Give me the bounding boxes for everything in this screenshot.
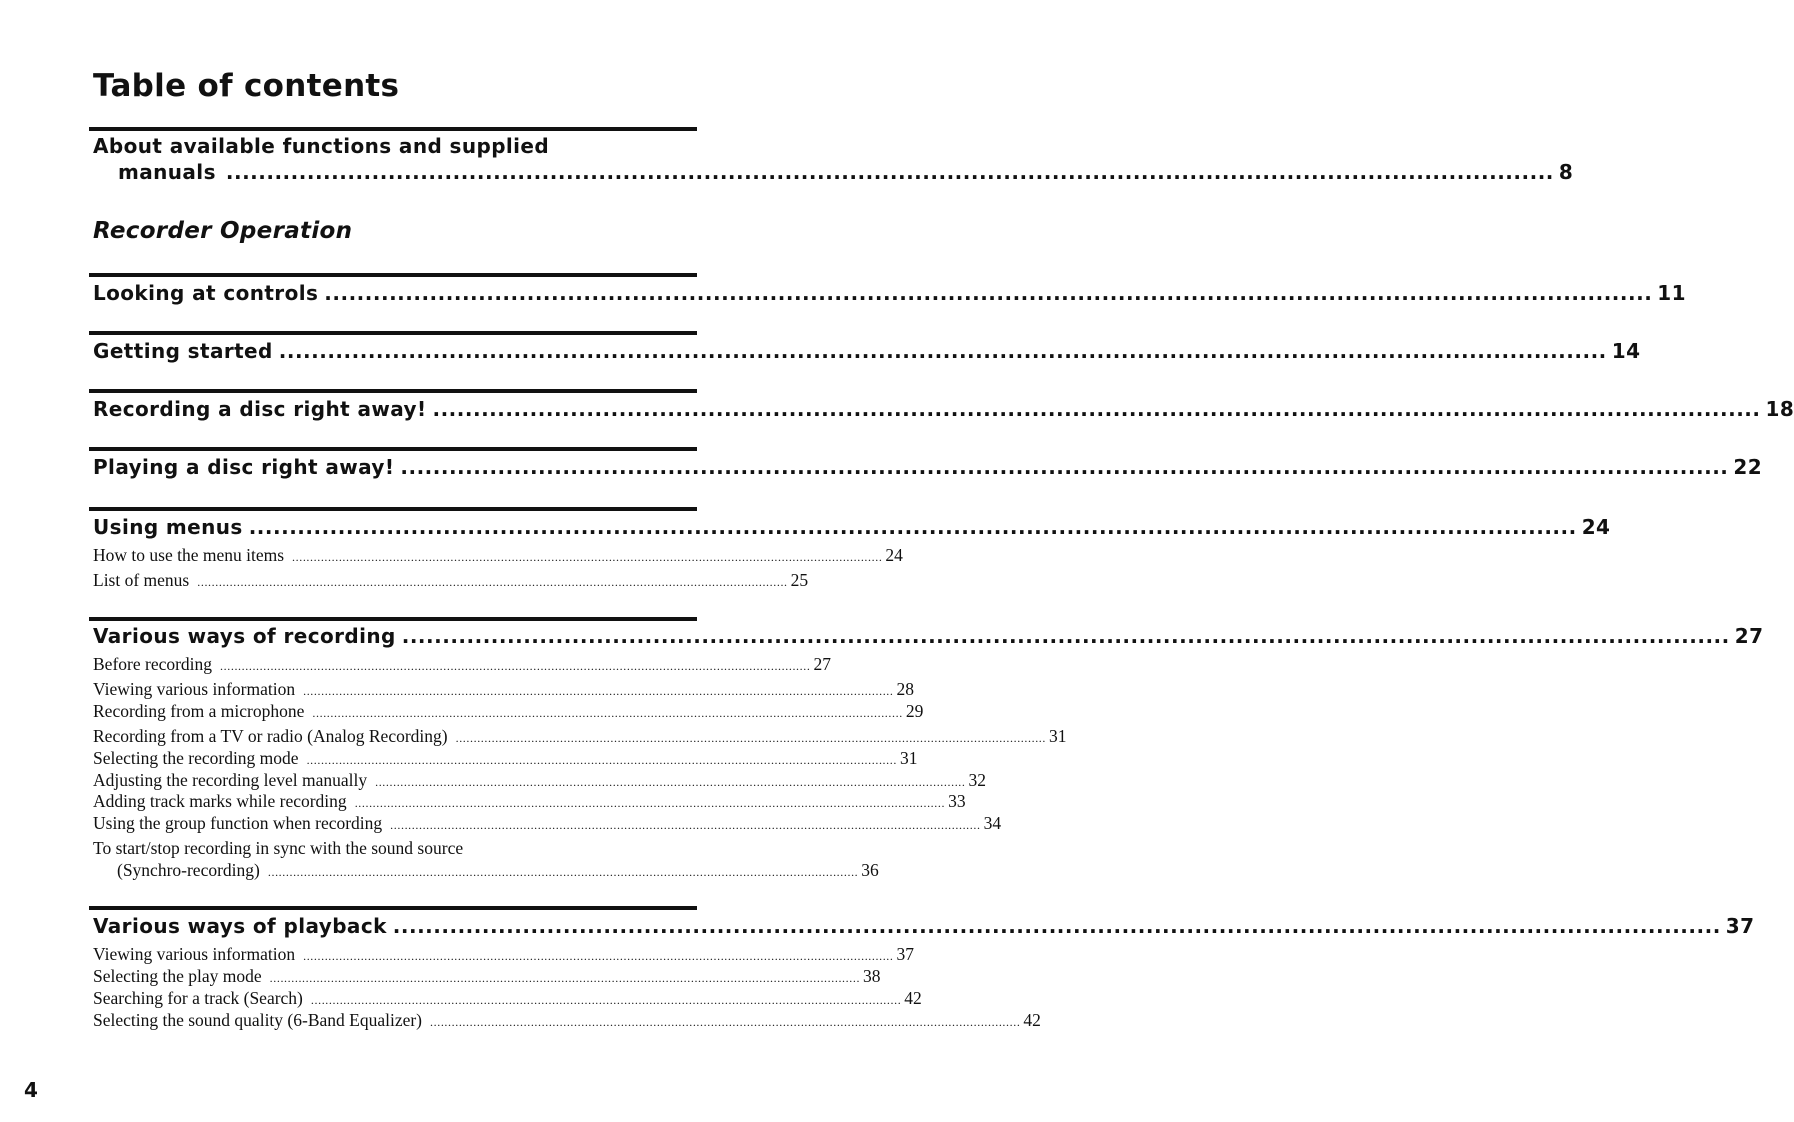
toc-item-page: 25	[790, 570, 809, 590]
toc-item-page: 28	[896, 679, 915, 699]
dot-leader: ....................................................................................................................................................................	[292, 550, 883, 564]
toc-item[interactable]	[93, 570, 809, 591]
toc-item-label: Adjusting the recording level manually	[93, 770, 368, 790]
dot-leader: ....................................................................................................................................................................	[197, 575, 788, 589]
toc-entry-label-cont: manuals	[118, 160, 216, 184]
toc-item-label: How to use the menu items	[93, 545, 285, 565]
toc-item[interactable]	[93, 966, 881, 987]
dot-leader: ....................................................................................................................................................................	[220, 659, 811, 673]
toc-chapter-label: Various ways of recording	[93, 624, 396, 648]
toc-item-page: 42	[1023, 1010, 1041, 1030]
toc-item[interactable]	[93, 813, 1002, 834]
section-rule	[89, 617, 697, 621]
toc-chapter-label: Looking at controls	[93, 281, 319, 305]
toc-chapter-label: Playing a disc right away!	[93, 455, 395, 479]
toc-chapter-label: Various ways of playback	[93, 914, 387, 938]
toc-item[interactable]	[93, 748, 918, 769]
toc-chapter-various-playback[interactable]	[93, 914, 1755, 938]
dot-leader: ....................................................................................................................................................................	[267, 865, 859, 879]
dot-leader: ....................................................................................................................................................................	[432, 397, 1761, 421]
toc-item[interactable]	[93, 654, 831, 675]
toc-item-page: 36	[861, 860, 879, 880]
toc-chapter-looking-at-controls[interactable]	[93, 281, 1686, 305]
dot-leader: ....................................................................................................................................................................	[248, 515, 1577, 539]
dot-leader: ....................................................................................................................................................................	[401, 624, 1730, 648]
toc-item-label: Adding track marks while recording	[93, 791, 347, 811]
page-number: 4	[24, 1078, 38, 1102]
toc-item-label: Recording from a microphone	[93, 701, 305, 721]
toc-item[interactable]	[93, 1010, 1041, 1031]
toc-item-page: 29	[905, 701, 924, 721]
toc-chapter-page: 22	[1733, 455, 1763, 479]
toc-chapter-getting-started[interactable]	[93, 339, 1641, 363]
toc-item-synchro[interactable]	[93, 838, 879, 881]
toc-item-page: 42	[904, 988, 922, 1008]
toc-chapter-page: 18	[1765, 397, 1794, 421]
toc-item-label: List of menus	[93, 570, 190, 590]
toc-entry-page: 8	[1558, 160, 1574, 184]
page-title: Table of contents	[93, 68, 400, 104]
toc-item-page: 32	[968, 770, 987, 790]
dot-leader: ....................................................................................................................................................................	[455, 731, 1047, 745]
toc-item-label: Viewing various information	[93, 679, 296, 699]
dot-leader: ....................................................................................................................................................................	[430, 1015, 1021, 1029]
section-rule	[89, 273, 697, 277]
dot-leader: ....................................................................................................................................................................	[390, 818, 981, 832]
section-rule	[89, 331, 697, 335]
toc-item-label: Selecting the sound quality (6-Band Equalizer)	[93, 1010, 423, 1030]
section-rule	[89, 389, 697, 393]
toc-item-page: 27	[813, 654, 831, 674]
toc-chapter-label: Using menus	[93, 515, 243, 539]
dot-leader: ....................................................................................................................................................................	[225, 160, 1554, 184]
toc-chapter-label: Getting started	[93, 339, 273, 363]
dot-leader: ....................................................................................................................................................................	[278, 339, 1607, 363]
dot-leader: ....................................................................................................................................................................	[269, 971, 861, 985]
toc-item-label: Selecting the recording mode	[93, 748, 299, 768]
toc-chapter-various-recording[interactable]	[93, 624, 1764, 648]
dot-leader: ....................................................................................................................................................................	[303, 949, 894, 963]
toc-item-page: 33	[948, 791, 966, 811]
toc-item-page: 37	[896, 944, 915, 964]
toc-item[interactable]	[93, 944, 915, 965]
toc-item[interactable]	[93, 791, 966, 812]
toc-entry-label: About available functions and supplied	[93, 134, 550, 158]
dot-leader: ....................................................................................................................................................................	[312, 706, 903, 720]
toc-item-page: 38	[863, 966, 881, 986]
toc-item[interactable]	[93, 545, 903, 566]
dot-leader: ....................................................................................................................................................................	[310, 993, 902, 1007]
dot-leader: ....................................................................................................................................................................	[375, 775, 966, 789]
section-rule	[89, 507, 697, 511]
dot-leader: ....................................................................................................................................................................	[324, 281, 1653, 305]
dot-leader: ....................................................................................................................................................................	[303, 684, 894, 698]
toc-entry-about-functions[interactable]	[93, 134, 1574, 184]
toc-item-page: 34	[983, 813, 1002, 833]
toc-chapter-playing-disc[interactable]	[93, 455, 1763, 479]
toc-chapter-page: 37	[1725, 914, 1755, 938]
toc-item-label: Viewing various information	[93, 944, 296, 964]
section-heading: Recorder Operation	[93, 218, 353, 244]
toc-item-label: To start/stop recording in sync with the sound source	[93, 838, 464, 858]
dot-leader: ....................................................................................................................................................................	[392, 914, 1721, 938]
toc-item-page: 24	[885, 545, 903, 565]
toc-item-label: Using the group function when recording	[93, 813, 383, 833]
dot-leader: ....................................................................................................................................................................	[400, 455, 1729, 479]
toc-item-label: Before recording	[93, 654, 213, 674]
toc-item-label: Recording from a TV or radio (Analog Recording)	[93, 726, 448, 746]
dot-leader: ....................................................................................................................................................................	[306, 753, 897, 767]
toc-item[interactable]	[93, 701, 924, 722]
toc-item[interactable]	[93, 988, 922, 1009]
toc-chapter-recording-disc[interactable]	[93, 397, 1794, 421]
section-rule	[89, 447, 697, 451]
toc-item-label: Searching for a track (Search)	[93, 988, 303, 1008]
toc-chapter-page: 27	[1734, 624, 1764, 648]
toc-chapter-page: 11	[1657, 281, 1686, 305]
toc-item[interactable]	[93, 726, 1067, 747]
toc-item-page: 31	[899, 748, 918, 768]
toc-item-label-cont: (Synchro-recording)	[117, 860, 260, 880]
toc-chapter-page: 14	[1611, 339, 1641, 363]
toc-item[interactable]	[93, 770, 987, 791]
section-rule	[89, 906, 697, 910]
dot-leader: ....................................................................................................................................................................	[354, 796, 946, 810]
toc-item-label: Selecting the play mode	[93, 966, 262, 986]
section-rule	[89, 127, 697, 131]
toc-chapter-using-menus[interactable]	[93, 515, 1611, 539]
toc-chapter-page: 24	[1581, 515, 1611, 539]
toc-item[interactable]	[93, 679, 915, 700]
toc-chapter-label: Recording a disc right away!	[93, 397, 427, 421]
toc-item-page: 31	[1049, 726, 1067, 746]
